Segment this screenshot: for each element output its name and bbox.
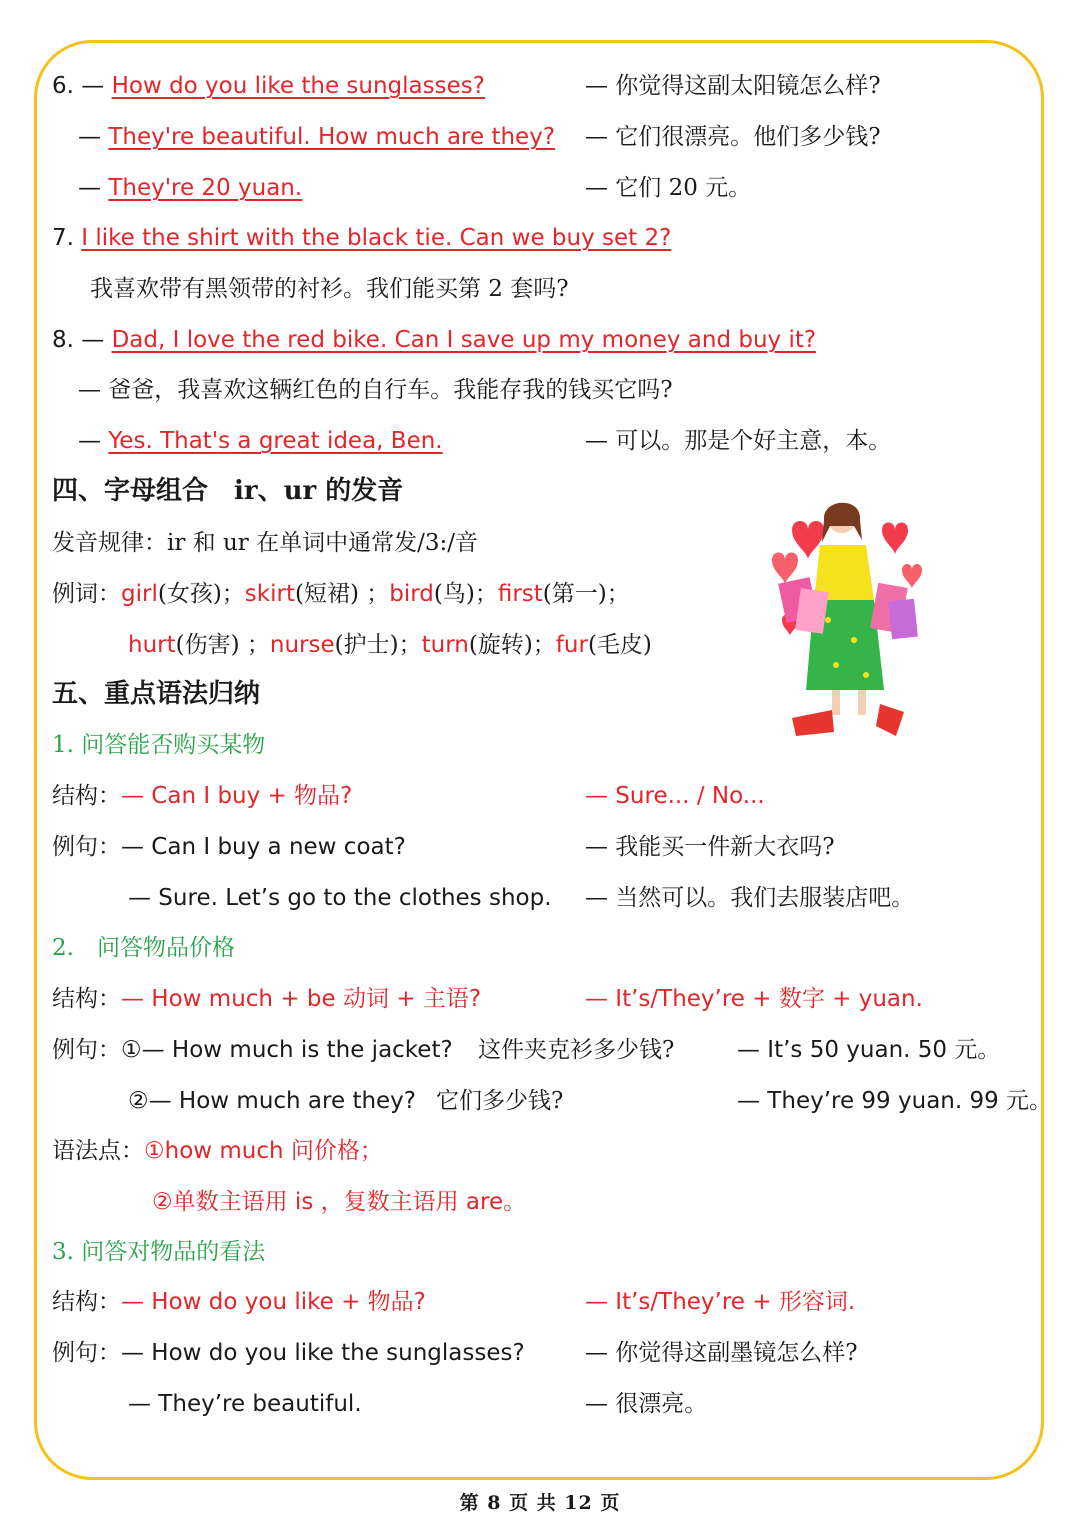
structure-question: — How do you like + 物品? bbox=[121, 1289, 426, 1315]
word-english: fur bbox=[555, 632, 588, 658]
grammar-2-note-2: ②单数主语用 is ，复数主语用 are。 bbox=[152, 1189, 527, 1215]
word-english: hurt bbox=[128, 632, 176, 658]
example-english: ①— How much is the jacket? bbox=[121, 1037, 453, 1063]
grammar-3-example-question bbox=[52, 1333, 525, 1373]
example-english: — Can I buy a new coat? bbox=[121, 834, 406, 860]
note-label: 语法点： bbox=[52, 1138, 144, 1164]
item-6-answer-2-chinese: — 它们 20 元。 bbox=[585, 175, 752, 201]
note-text: ①how much 问价格； bbox=[144, 1138, 383, 1164]
word-chinese: (护士)； bbox=[334, 632, 422, 658]
word-english: bird bbox=[389, 581, 434, 607]
item-number: 7. bbox=[52, 225, 74, 251]
example-label: 例句： bbox=[52, 834, 121, 860]
girl-shopping-illustration bbox=[762, 490, 942, 745]
item-7-sentence bbox=[52, 218, 671, 258]
word-chinese: (第一)； bbox=[542, 581, 630, 607]
item-8-answer bbox=[78, 421, 443, 461]
section-4-heading: 四、字母组合 ir、ur 的发音 bbox=[52, 476, 404, 506]
answer-english: They're beautiful. How much are they? bbox=[108, 124, 556, 150]
grammar-1-structure-answer: — Sure... / No... bbox=[585, 783, 765, 809]
dash: — bbox=[78, 428, 101, 454]
item-number: 8. bbox=[52, 327, 74, 353]
word-chinese: (毛皮) bbox=[587, 632, 652, 658]
item-number: 6. bbox=[52, 73, 74, 99]
grammar-2-note-1 bbox=[52, 1131, 383, 1171]
rule-text: ir 和 ur 在单词中通常发/3:/音 bbox=[167, 530, 478, 556]
item-6-question bbox=[52, 66, 485, 106]
answer-english: Dad, I love the red bike. Can I save up my money and buy it? bbox=[111, 327, 817, 353]
dash: — bbox=[81, 73, 105, 99]
grammar-3-structure-answer: — It’s/They’re + 形容词. bbox=[585, 1289, 856, 1315]
word-chinese: (短裙) ； bbox=[294, 581, 390, 607]
grammar-2-example-1-chinese: 这件夹克衫多少钱? bbox=[478, 1037, 675, 1063]
dash: — bbox=[78, 124, 101, 150]
example-label: 例词： bbox=[52, 581, 121, 607]
grammar-1-structure bbox=[52, 776, 352, 816]
answer-english: How do you like the sunglasses? bbox=[111, 73, 485, 99]
grammar-2-structure bbox=[52, 979, 481, 1019]
word-english: skirt bbox=[244, 581, 295, 607]
grammar-2-example-2-answer: — They’re 99 yuan. 99 元。 bbox=[737, 1088, 1053, 1114]
grammar-1-title: 1. 问答能否购买某物 bbox=[52, 732, 266, 758]
grammar-2-structure-answer: — It’s/They’re + 数字 + yuan. bbox=[585, 986, 923, 1012]
grammar-3-example-answer: — They’re beautiful. bbox=[128, 1391, 362, 1417]
section-5-heading: 五、重点语法归纳 bbox=[52, 679, 261, 709]
item-7-chinese: 我喜欢带有黑领带的衬衫。我们能买第 2 套吗? bbox=[90, 276, 569, 302]
word-english: nurse bbox=[269, 632, 335, 658]
word-chinese: (女孩)； bbox=[157, 581, 245, 607]
grammar-2-title: 2. 问答物品价格 bbox=[52, 935, 235, 961]
grammar-3-example-question-chinese: — 你觉得这副墨镜怎么样? bbox=[585, 1340, 858, 1366]
item-8-answer-chinese: — 可以。那是个好主意，本。 bbox=[585, 428, 892, 454]
grammar-2-example-1 bbox=[52, 1030, 453, 1070]
grammar-1-example-question-chinese: — 我能买一件新大衣吗? bbox=[585, 834, 835, 860]
word-chinese: (伤害) ； bbox=[175, 632, 270, 658]
answer-english: Yes. That's a great idea, Ben. bbox=[108, 428, 443, 454]
answer-english: I like the shirt with the black tie. Can we buy set 2? bbox=[81, 225, 672, 251]
dash: — bbox=[81, 327, 105, 353]
structure-question: — How much + be 动词 + 主语? bbox=[121, 986, 482, 1012]
example-english: — How do you like the sunglasses? bbox=[121, 1340, 525, 1366]
grammar-1-example-answer-chinese: — 当然可以。我们去服装店吧。 bbox=[585, 885, 915, 911]
structure-label: 结构： bbox=[52, 783, 121, 809]
item-6-answer-1 bbox=[78, 117, 555, 157]
answer-english: They're 20 yuan. bbox=[108, 175, 303, 201]
example-label: 例句： bbox=[52, 1037, 121, 1063]
example-words-row-2 bbox=[128, 625, 652, 665]
structure-label: 结构： bbox=[52, 1289, 121, 1315]
word-english: turn bbox=[421, 632, 469, 658]
grammar-1-example-question bbox=[52, 827, 406, 867]
grammar-3-structure bbox=[52, 1282, 426, 1322]
page-footer: 第 8 页 共 12 页 bbox=[459, 1492, 621, 1514]
pronunciation-rule bbox=[52, 523, 478, 563]
word-chinese: (鸟)； bbox=[433, 581, 498, 607]
structure-label: 结构： bbox=[52, 986, 121, 1012]
example-words-row-1 bbox=[52, 574, 630, 614]
item-6-question-chinese: — 你觉得这副太阳镜怎么样? bbox=[585, 73, 881, 99]
example-label: 例句： bbox=[52, 1340, 121, 1366]
grammar-2-example-2-chinese: 它们多少钱? bbox=[436, 1088, 564, 1114]
word-chinese: (旋转)； bbox=[468, 632, 556, 658]
rule-label: 发音规律： bbox=[52, 530, 167, 556]
dash: — bbox=[78, 175, 101, 201]
item-6-answer-2 bbox=[78, 168, 302, 208]
grammar-3-example-answer-chinese: — 很漂亮。 bbox=[585, 1391, 708, 1417]
grammar-2-example-1-answer: — It’s 50 yuan. 50 元。 bbox=[737, 1037, 1001, 1063]
grammar-2-example-2: ②— How much are they? bbox=[128, 1088, 417, 1114]
item-8-question bbox=[52, 320, 816, 360]
word-english: first bbox=[497, 581, 543, 607]
item-6-answer-1-chinese: — 它们很漂亮。他们多少钱? bbox=[585, 124, 881, 150]
word-english: girl bbox=[121, 581, 158, 607]
structure-question: — Can I buy + 物品? bbox=[121, 783, 353, 809]
grammar-3-title: 3. 问答对物品的看法 bbox=[52, 1239, 266, 1265]
item-8-question-chinese: — 爸爸，我喜欢这辆红色的自行车。我能存我的钱买它吗? bbox=[78, 377, 673, 403]
grammar-1-example-answer: — Sure. Let’s go to the clothes shop. bbox=[128, 885, 552, 911]
